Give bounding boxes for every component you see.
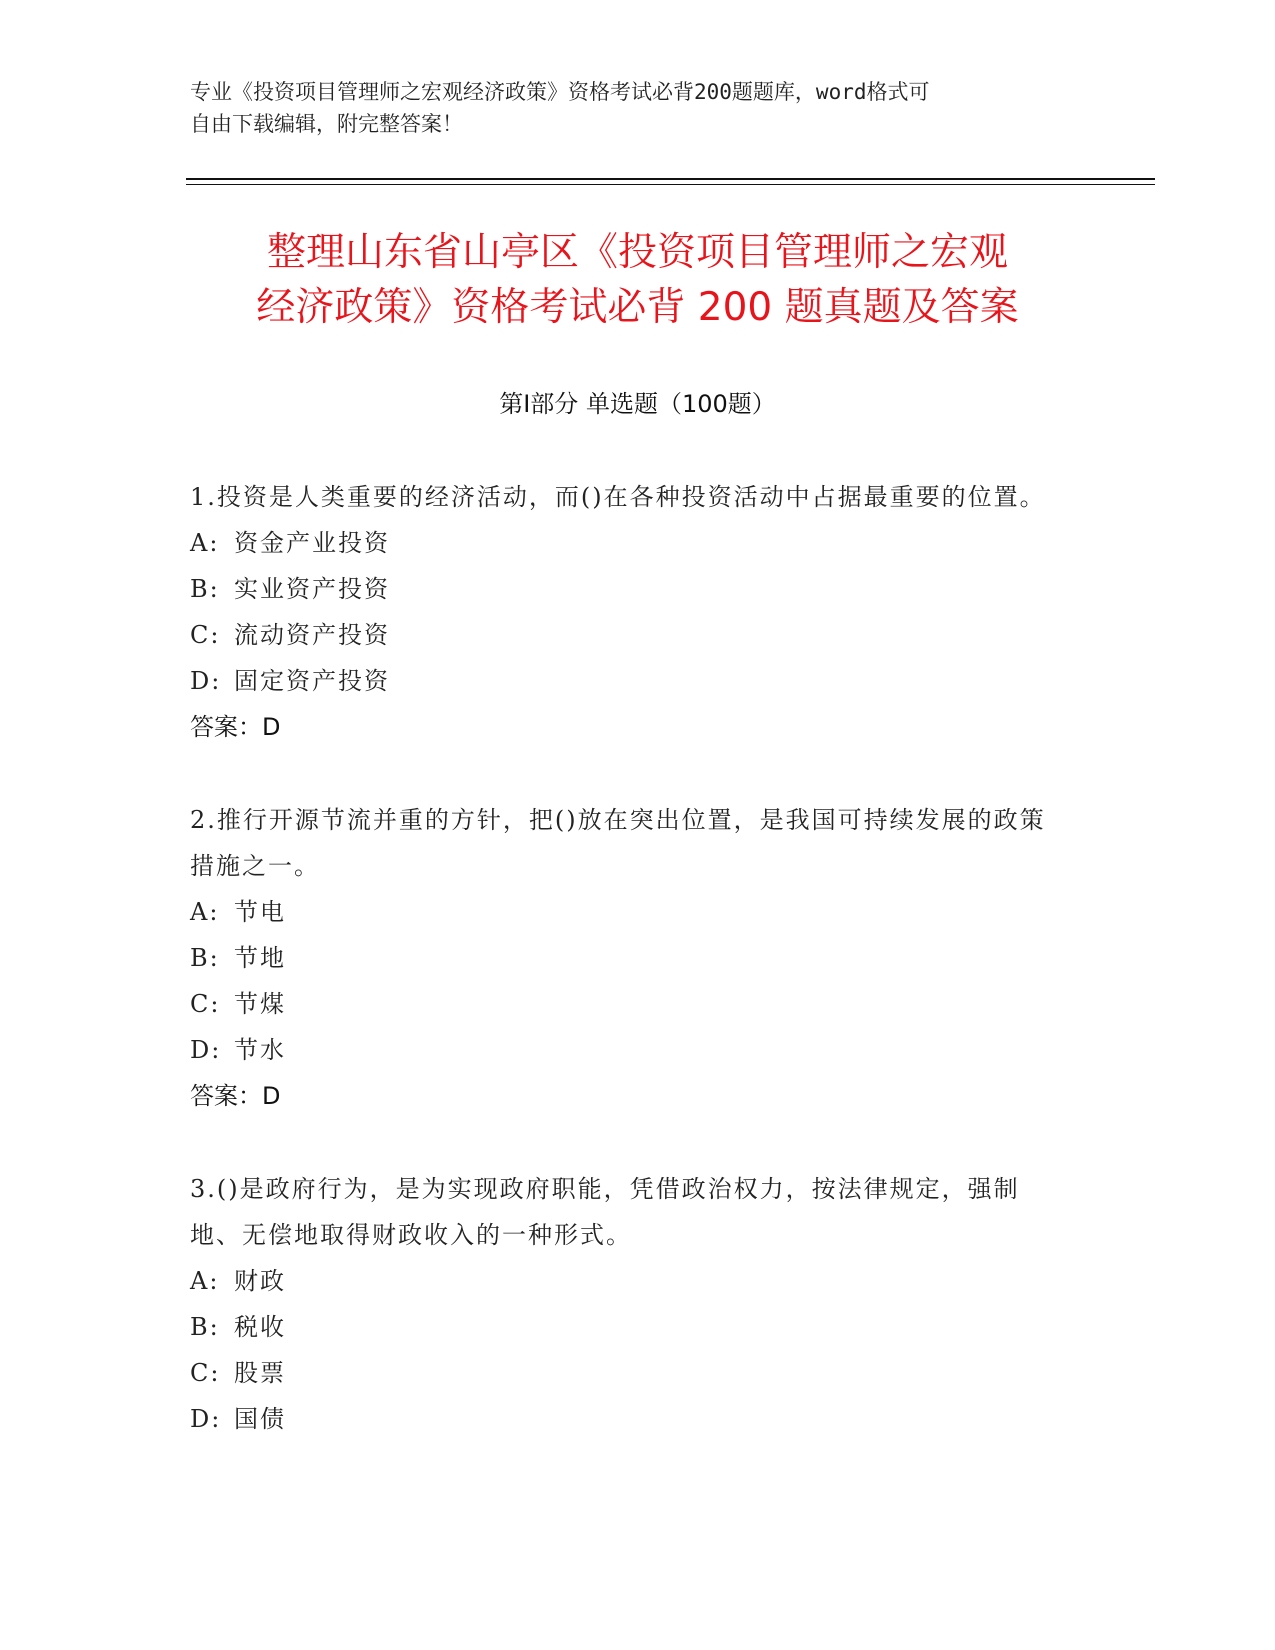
option-text: 资金产业投资	[234, 529, 390, 557]
intro-line-1: 专业《投资项目管理师之宏观经济政策》资格考试必背200题题库，word格式可	[190, 80, 930, 104]
option-text: 节地	[234, 944, 286, 972]
option-c	[190, 1350, 1070, 1396]
intro-text	[190, 76, 1070, 140]
option-letter: C:	[190, 990, 221, 1018]
option-text: 国债	[234, 1405, 286, 1433]
option-text: 实业资产投资	[234, 575, 390, 603]
option-letter: D:	[190, 1405, 222, 1433]
option-text: 财政	[234, 1267, 286, 1295]
option-a	[190, 520, 1070, 566]
option-b	[190, 566, 1070, 612]
option-text: 节水	[234, 1036, 286, 1064]
question-stem: 2.推行开源节流并重的方针，把()放在突出位置，是我国可持续发展的政策措施之一。	[190, 806, 1046, 880]
option-letter: A:	[190, 1267, 220, 1295]
option-c	[190, 981, 1070, 1027]
option-letter: A:	[190, 898, 220, 926]
question-stem: 1.投资是人类重要的经济活动，而()在各种投资活动中占据最重要的位置。	[190, 483, 1046, 511]
question-3	[190, 1166, 1070, 1442]
question-1	[190, 474, 1070, 750]
option-c	[190, 612, 1070, 658]
answer-line: 答案：D	[190, 1082, 281, 1110]
option-b	[190, 1304, 1070, 1350]
option-letter: D:	[190, 667, 222, 695]
option-letter: B:	[190, 1313, 220, 1341]
option-letter: B:	[190, 575, 220, 603]
option-a	[190, 1258, 1070, 1304]
option-text: 节电	[234, 898, 286, 926]
title-line-2: 经济政策》资格考试必背 200 题真题及答案	[256, 285, 1019, 330]
question-list	[190, 474, 1070, 1489]
question-stem: 3.()是政府行为，是为实现政府职能，凭借政治权力，按法律规定，强制地、无偿地取得财政收入的一种形式。	[190, 1175, 1020, 1249]
option-a	[190, 889, 1070, 935]
option-d	[190, 1027, 1070, 1073]
option-letter: C:	[190, 1359, 221, 1387]
option-letter: D:	[190, 1036, 222, 1064]
title-line-1: 整理山东省山亭区《投资项目管理师之宏观	[266, 230, 1008, 275]
option-text: 股票	[234, 1359, 286, 1387]
option-letter: C:	[190, 621, 221, 649]
option-text: 流动资产投资	[234, 621, 390, 649]
option-letter: B:	[190, 944, 220, 972]
option-letter: A:	[190, 529, 220, 557]
option-b	[190, 935, 1070, 981]
option-d	[190, 658, 1070, 704]
header-divider-thick	[186, 178, 1155, 180]
intro-line-2: 自由下载编辑，附完整答案！	[190, 112, 463, 136]
option-text: 税收	[234, 1313, 286, 1341]
option-d	[190, 1396, 1070, 1442]
answer-line: 答案：D	[190, 713, 281, 741]
header-divider-thin	[186, 184, 1155, 185]
option-text: 固定资产投资	[234, 667, 390, 695]
section-heading: 第Ⅰ部分 单选题（100题）	[499, 390, 776, 418]
question-2	[190, 797, 1070, 1119]
document-title	[150, 225, 1125, 335]
option-text: 节煤	[234, 990, 286, 1018]
